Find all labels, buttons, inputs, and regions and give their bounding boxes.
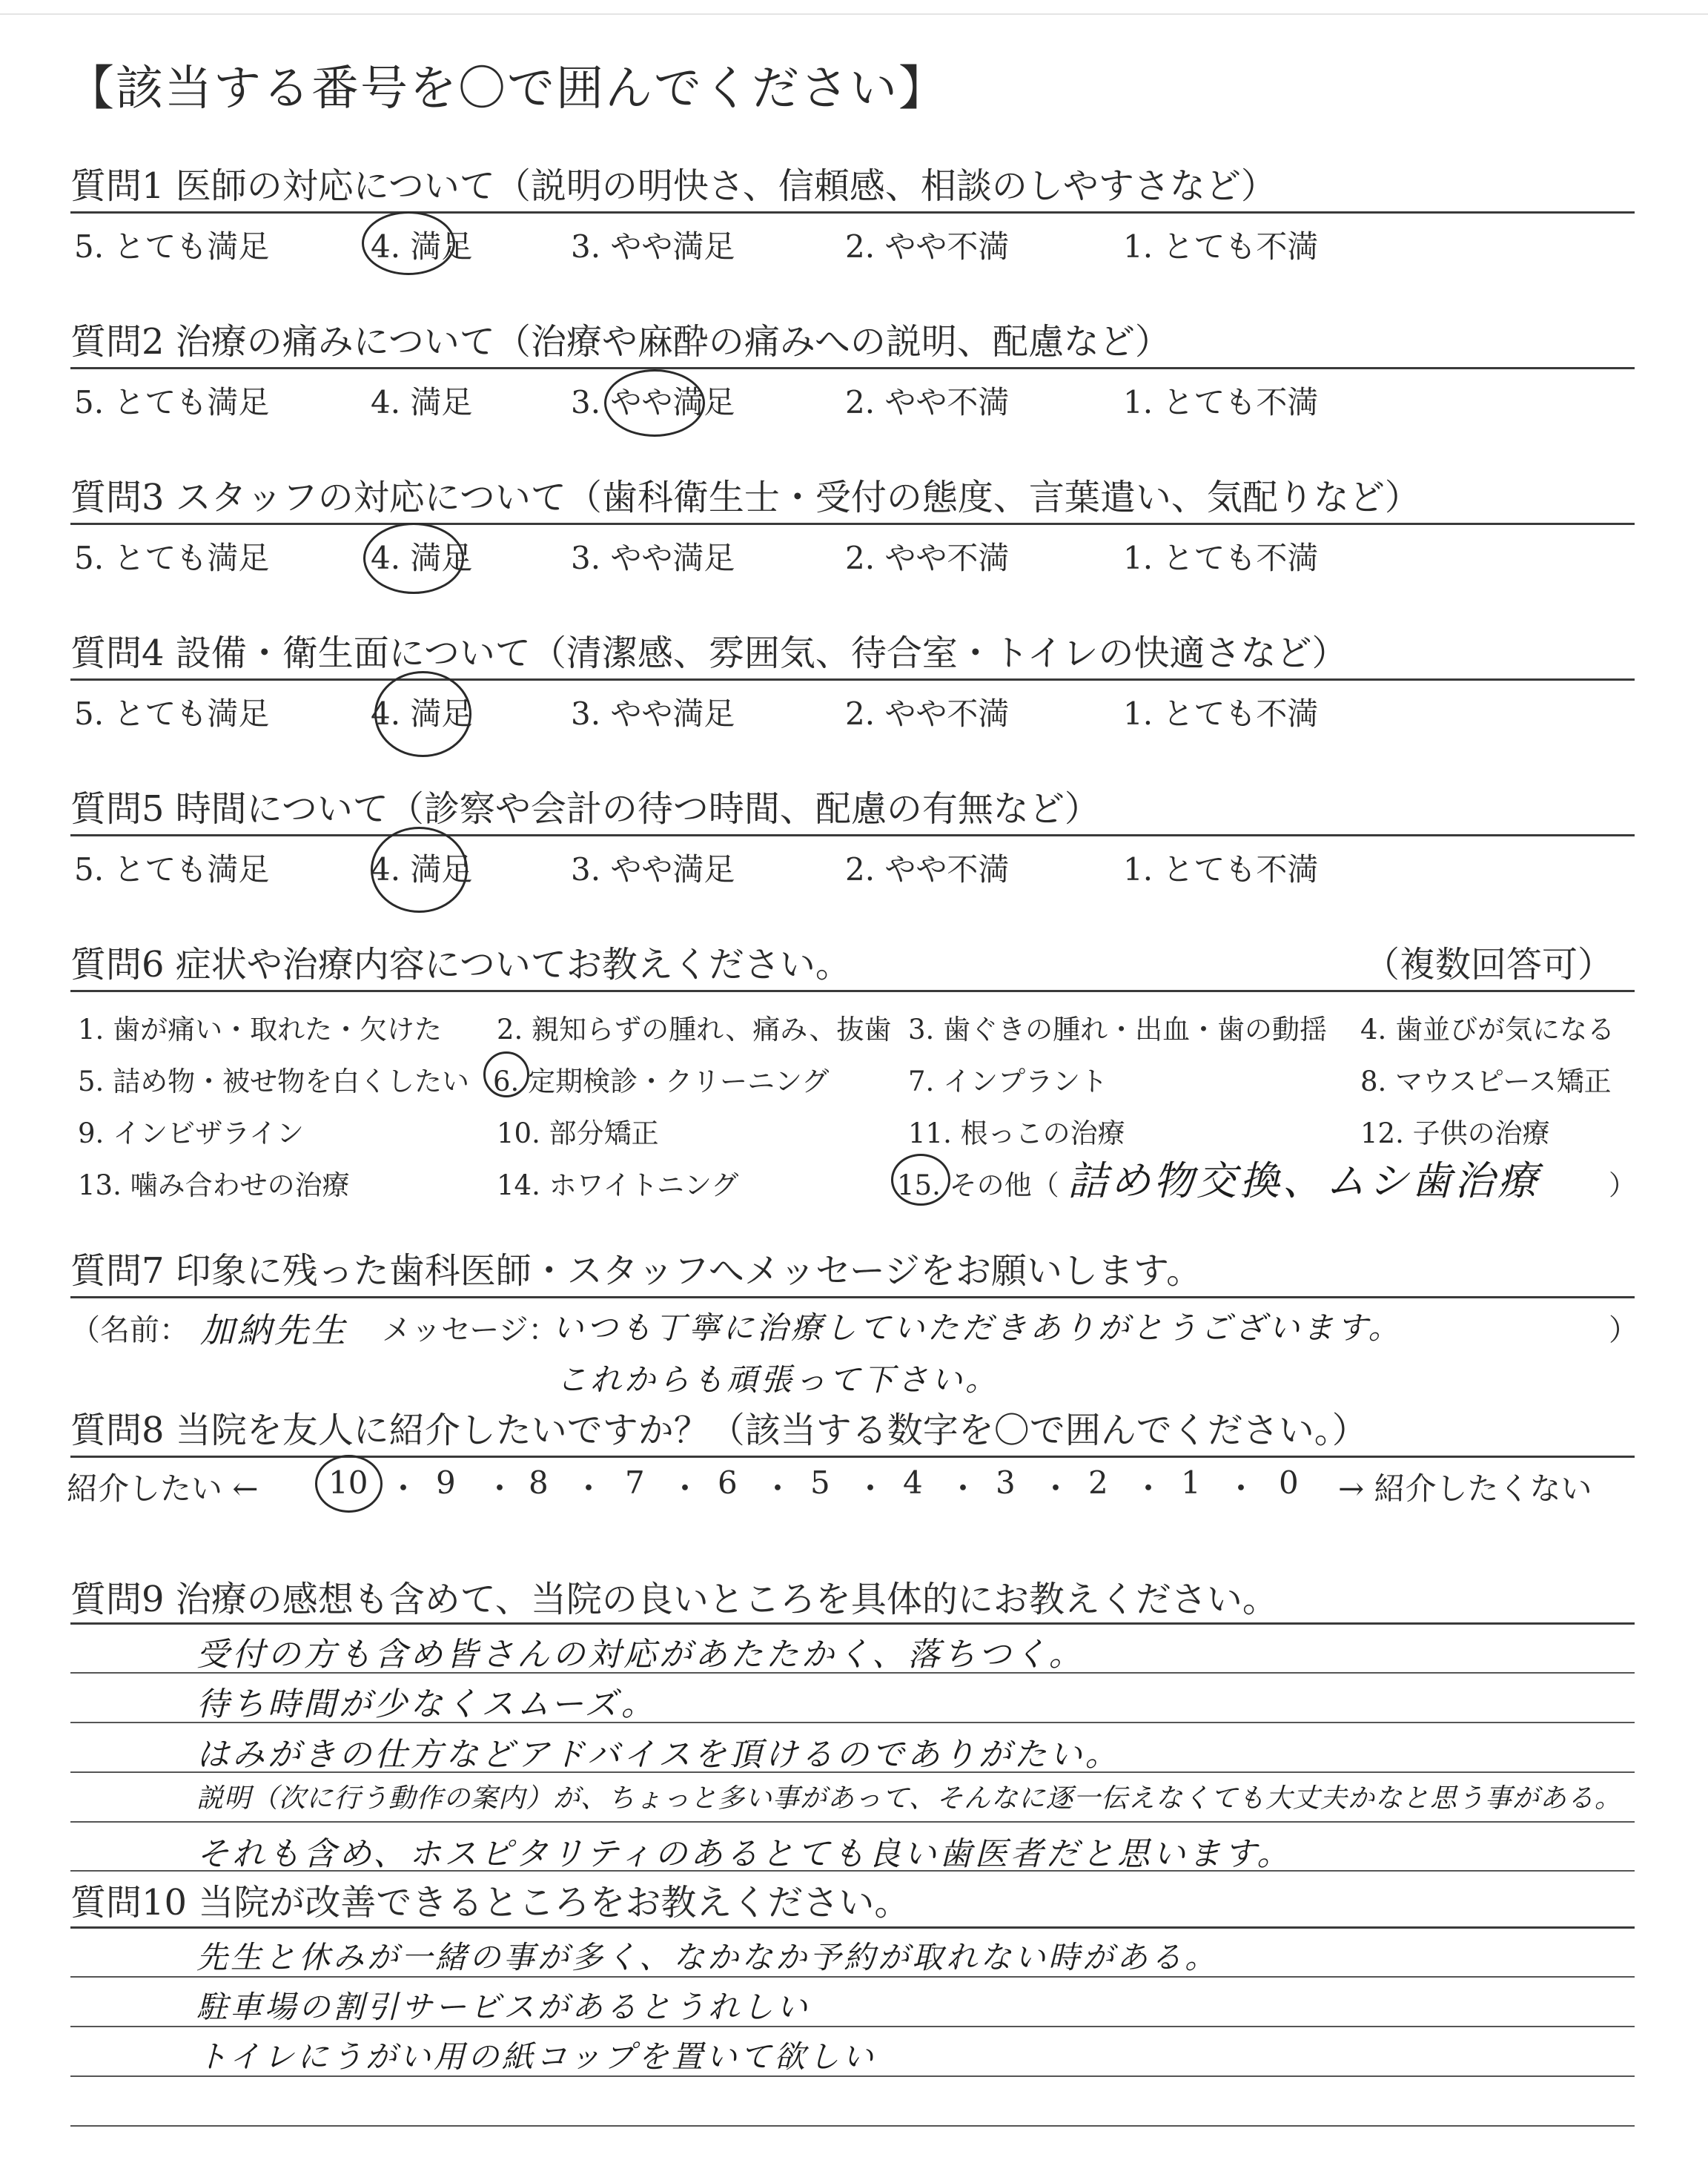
- q8-number-5[interactable]: 5: [810, 1464, 830, 1501]
- q10-answer-line-1: 先生と休みが一緒の事が多く、なかなか予約が取れない時がある。: [196, 1939, 1219, 1975]
- q6-option-1[interactable]: 1. 歯が痛い・取れた・欠けた: [78, 1014, 443, 1046]
- q8-separator: ・: [388, 1470, 420, 1507]
- q7-rule: [70, 1296, 1635, 1298]
- q6-other-close-paren: ）: [1609, 1169, 1636, 1201]
- q4-option-4[interactable]: 4. 満足: [371, 696, 473, 732]
- q1-option-5[interactable]: 5. とても満足: [74, 228, 270, 265]
- q10-answer-line-2: 駐車場の割引サービスがあるとうれしい: [196, 1989, 811, 2025]
- q3-option-4[interactable]: 4. 満足: [371, 540, 473, 576]
- q9-answer-line-3: はみがきの仕方などアドバイスを頂けるのでありがたい。: [196, 1736, 1121, 1774]
- q7-title: 質問7 印象に残った歯科医師・スタッフへメッセージをお願いします。: [70, 1250, 1202, 1292]
- q10-answer-line: [70, 2125, 1635, 2127]
- q8-separator: ・: [855, 1470, 887, 1507]
- q8-separator: ・: [1133, 1470, 1165, 1507]
- q8-number-1[interactable]: 1: [1181, 1464, 1201, 1501]
- q8-number-0[interactable]: 0: [1279, 1464, 1299, 1501]
- q8-number-2[interactable]: 2: [1088, 1464, 1108, 1501]
- q5-option-5[interactable]: 5. とても満足: [74, 851, 270, 888]
- q4-rule: [70, 678, 1635, 681]
- q6-option-12[interactable]: 12. 子供の治療: [1360, 1117, 1550, 1149]
- q6-title: 質問6 症状や治療内容についてお教えください。: [70, 944, 851, 985]
- q3-rule: [70, 523, 1635, 525]
- q8-number-7[interactable]: 7: [625, 1464, 645, 1501]
- q8-rule: [70, 1456, 1635, 1458]
- q2-option-4[interactable]: 4. 満足: [371, 384, 473, 420]
- q8-number-8[interactable]: 8: [529, 1464, 549, 1501]
- q8-number-3[interactable]: 3: [996, 1464, 1016, 1501]
- q1-title: 質問1 医師の対応について（説明の明快さ、信頼感、相談のしやすさなど）: [70, 165, 1277, 207]
- q8-separator: ・: [484, 1470, 516, 1507]
- q6-other-handwritten: 詰め物交換、ムシ歯治療: [1068, 1157, 1540, 1204]
- q8-separator: ・: [947, 1470, 979, 1507]
- q8-number-10[interactable]: 10: [328, 1464, 368, 1501]
- instructions-header: 【該当する番号を〇で囲んでください】: [67, 62, 947, 116]
- q10-answer-line-3: トイレにうがい用の紙コップを置いて欲しい: [196, 2038, 877, 2075]
- q9-title: 質問9 治療の感想も含めて、当院の良いところを具体的にお教えください。: [70, 1579, 1278, 1620]
- q5-option-4[interactable]: 4. 満足: [371, 851, 473, 888]
- q5-rule: [70, 834, 1635, 836]
- q7-message-line-1: いつも丁寧に治療していただきありがとうございます。: [552, 1309, 1403, 1346]
- q6-option-6[interactable]: 6. 定期検診・クリーニング: [493, 1066, 830, 1097]
- q4-option-1[interactable]: 1. とても不満: [1123, 696, 1319, 732]
- q8-left-label: 紹介したい ←: [67, 1470, 259, 1507]
- q6-option-2[interactable]: 2. 親知らずの腫れ、痛み、抜歯: [497, 1014, 892, 1046]
- q4-title: 質問4 設備・衛生面について（清潔感、雰囲気、待合室・トイレの快適さなど）: [70, 633, 1348, 674]
- q1-option-3[interactable]: 3. やや満足: [571, 228, 735, 265]
- page-top-edge: [0, 13, 1708, 15]
- q5-option-1[interactable]: 1. とても不満: [1123, 851, 1319, 888]
- q6-option-8[interactable]: 8. マウスピース矯正: [1360, 1066, 1612, 1097]
- q8-right-label: → 紹介したくない: [1338, 1470, 1592, 1507]
- q8-title: 質問8 当院を友人に紹介したいですか？（該当する数字を〇で囲んでください。）: [70, 1410, 1368, 1451]
- q7-name-label: （名前：: [70, 1313, 189, 1347]
- q8-separator: ・: [762, 1470, 794, 1507]
- q6-option-5[interactable]: 5. 詰め物・被せ物を白くしたい: [78, 1066, 470, 1097]
- q2-rule: [70, 367, 1635, 369]
- q6-option-13[interactable]: 13. 噛み合わせの治療: [78, 1169, 350, 1201]
- q2-option-2[interactable]: 2. やや不満: [845, 384, 1010, 420]
- q2-option-1[interactable]: 1. とても不満: [1123, 384, 1319, 420]
- q6-option-11[interactable]: 11. 根っこの治療: [908, 1117, 1125, 1149]
- q9-rule: [70, 1622, 1635, 1625]
- q6-option-4[interactable]: 4. 歯並びが気になる: [1360, 1014, 1615, 1046]
- q7-close-paren: ）: [1609, 1313, 1638, 1347]
- q1-option-2[interactable]: 2. やや不満: [845, 228, 1010, 265]
- q6-option-10[interactable]: 10. 部分矯正: [497, 1117, 659, 1149]
- q8-number-6[interactable]: 6: [718, 1464, 738, 1501]
- q4-option-3[interactable]: 3. やや満足: [571, 696, 735, 732]
- q7-message-line-2: これからも頑張って下さい。: [556, 1361, 1000, 1398]
- q6-option-15[interactable]: 15. その他（: [897, 1169, 1059, 1201]
- q1-option-1[interactable]: 1. とても不満: [1123, 228, 1319, 265]
- q9-answer-line-1: 受付の方も含め皆さんの対応があたたかく、落ちつく。: [196, 1636, 1085, 1674]
- q6-option-14[interactable]: 14. ホワイトニング: [497, 1169, 739, 1201]
- q2-option-5[interactable]: 5. とても満足: [74, 384, 270, 420]
- q3-option-3[interactable]: 3. やや満足: [571, 540, 735, 576]
- q6-rule: [70, 990, 1635, 992]
- q9-answer-line: [70, 1821, 1635, 1823]
- q5-option-2[interactable]: 2. やや不満: [845, 851, 1010, 888]
- q8-number-9[interactable]: 9: [436, 1464, 456, 1501]
- q1-option-4[interactable]: 4. 満足: [371, 228, 473, 265]
- q8-number-4[interactable]: 4: [903, 1464, 923, 1501]
- q4-option-5[interactable]: 5. とても満足: [74, 696, 270, 732]
- q10-rule: [70, 1926, 1635, 1929]
- q5-title: 質問5 時間について（診察や会計の待つ時間、配慮の有無など）: [70, 788, 1100, 830]
- q8-separator: ・: [669, 1470, 701, 1507]
- q6-multiple-note: （複数回答可）: [1364, 944, 1614, 985]
- q7-message-label: メッセージ：: [382, 1313, 558, 1347]
- q8-separator: ・: [1040, 1470, 1072, 1507]
- q6-option-7[interactable]: 7. インプラント: [908, 1066, 1108, 1097]
- q3-title: 質問3 スタッフの対応について（歯科衛生士・受付の態度、言葉遣い、気配りなど）: [70, 477, 1420, 518]
- q6-option-3[interactable]: 3. 歯ぐきの腫れ・出血・歯の動揺: [908, 1014, 1328, 1046]
- q9-answer-line-2: 待ち時間が少なくスムーズ。: [196, 1685, 657, 1723]
- q3-option-2[interactable]: 2. やや不満: [845, 540, 1010, 576]
- q3-option-1[interactable]: 1. とても不満: [1123, 540, 1319, 576]
- q4-option-2[interactable]: 2. やや不満: [845, 696, 1010, 732]
- q10-title: 質問10 当院が改善できるところをお教えください。: [70, 1882, 910, 1923]
- q2-title: 質問2 治療の痛みについて（治療や麻酔の痛みへの説明、配慮など）: [70, 321, 1171, 363]
- q2-option-3[interactable]: 3. やや満足: [571, 384, 735, 420]
- q5-option-3[interactable]: 3. やや満足: [571, 851, 735, 888]
- q8-separator: ・: [573, 1470, 605, 1507]
- q1-rule: [70, 211, 1635, 214]
- q9-answer-line-5: それも含め、ホスピタリティのあるとても良い歯医者だと思います。: [196, 1835, 1293, 1873]
- q3-option-5[interactable]: 5. とても満足: [74, 540, 270, 576]
- q6-option-9[interactable]: 9. インビザライン: [78, 1117, 304, 1149]
- q7-name-value: 加納先生: [200, 1310, 348, 1350]
- q9-answer-line-4: 説明（次に行う動作の案内）が、ちょっと多い事があって、そんなに逐一伝えなくても大丈夫かなと思う事がある。: [196, 1783, 1622, 1814]
- q8-separator: ・: [1225, 1470, 1257, 1507]
